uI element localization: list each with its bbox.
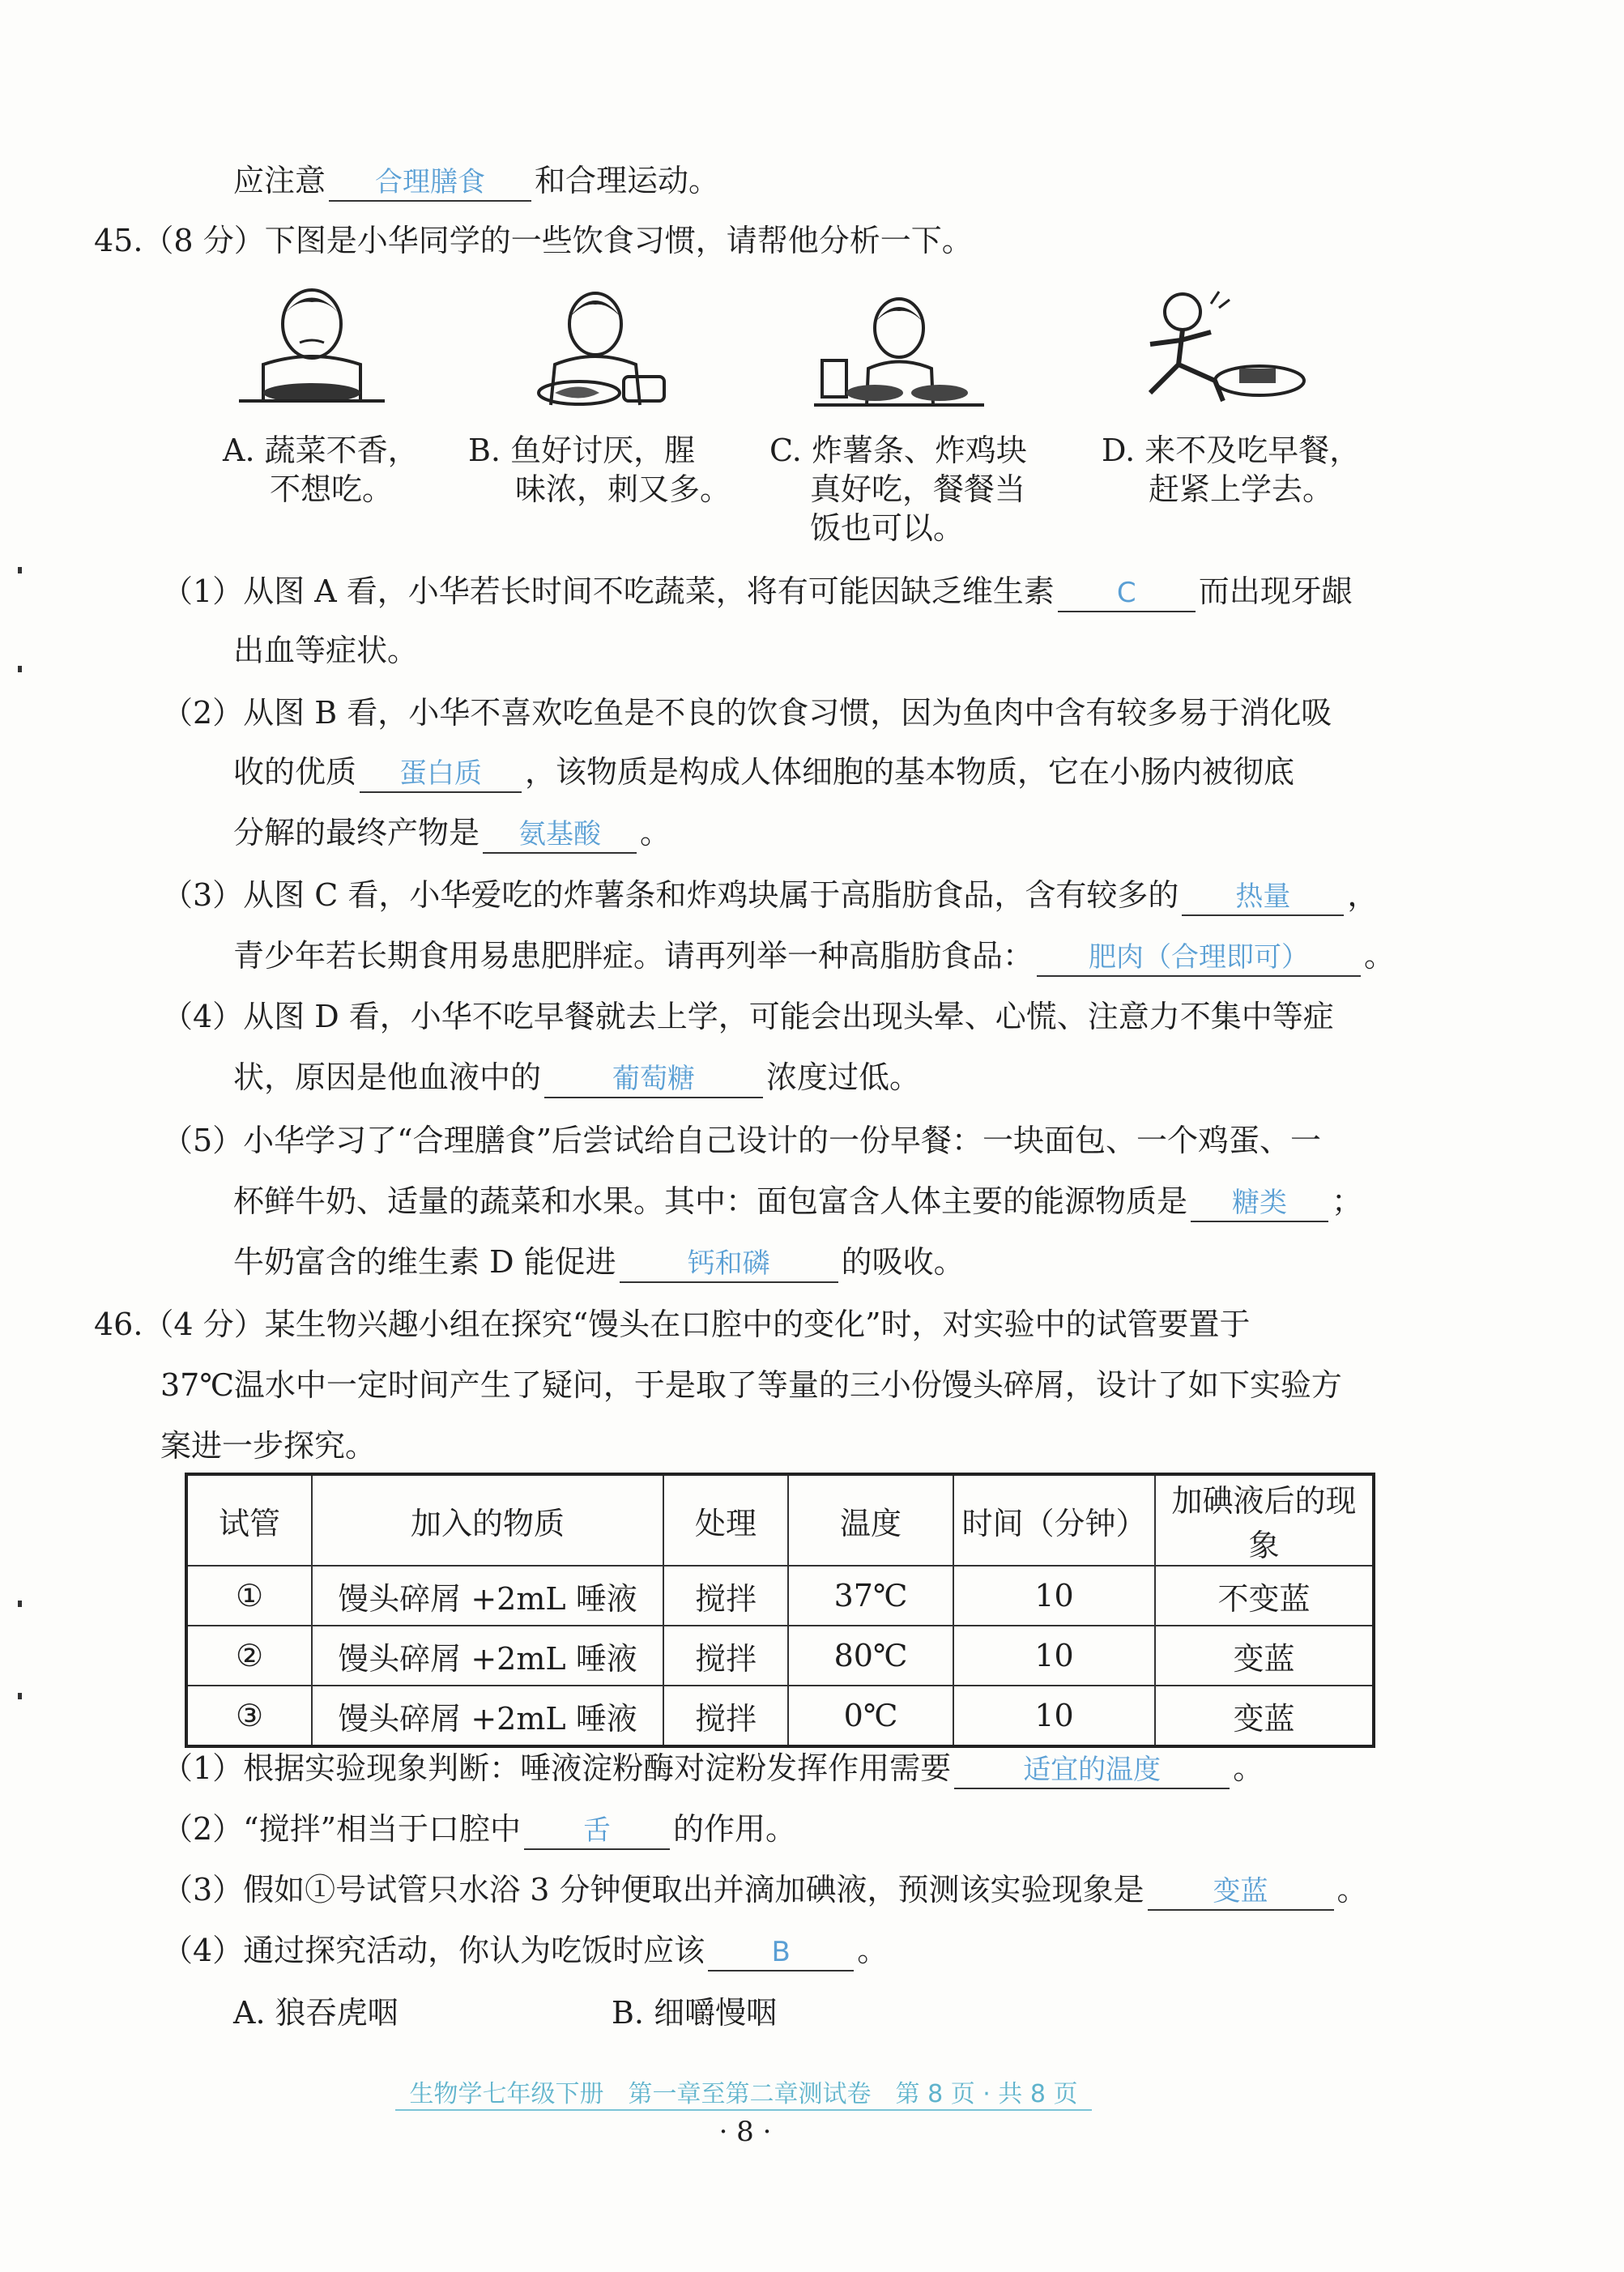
table-header: 处理	[663, 1474, 788, 1566]
answer-blank: B	[708, 1934, 854, 1971]
table-cell: 馒头碎屑 +2mL 唾液	[312, 1566, 663, 1626]
page-footer: 生物学七年级下册 第一章至第二章测试卷 第 8 页 · 共 8 页	[395, 2074, 1092, 2111]
table-cell: 0℃	[788, 1686, 953, 1746]
answer-blank: 舌	[524, 1813, 670, 1850]
table-cell: 10	[953, 1566, 1155, 1626]
question-46-line3: 案进一步探究。	[160, 1428, 377, 1464]
q46-option-a: A. 狼吞虎咽	[233, 1995, 399, 2031]
q45-part5-line2: 杯鲜牛奶、适量的蔬菜和水果。其中：面包富含人体主要的能源物质是 糖类 ；	[233, 1181, 1362, 1222]
table-row	[186, 1686, 1374, 1746]
answer-blank: 钙和磷	[620, 1246, 838, 1283]
answer-blank: 适宜的温度	[954, 1752, 1230, 1789]
q45-part2-line3: 分解的最终产物是 氨基酸 。	[233, 812, 671, 854]
caption-b: B. 鱼好讨厌，腥 味浓，刺又多。	[468, 433, 731, 507]
table-cell: ③	[186, 1686, 312, 1746]
table-cell: 馒头碎屑 +2mL 唾液	[312, 1686, 663, 1746]
q45-part3-line1: （3）从图 C 看，小华爱吃的炸薯条和炸鸡块属于高脂肪食品，含有较多的 热量 ，	[162, 875, 1378, 916]
margin-mark	[18, 1601, 22, 1607]
answer-blank: C	[1058, 575, 1196, 612]
table-cell: 搅拌	[663, 1626, 788, 1686]
q45-part5-line3: 牛奶富含的维生素 D 能促进 钙和磷 的吸收。	[233, 1242, 965, 1283]
table-cell: 变蓝	[1155, 1686, 1374, 1746]
q45-part1-line1: （1）从图 A 看，小华若长时间不吃蔬菜，将有可能因缺乏维生素 C 而出现牙龈	[162, 571, 1353, 612]
question-45-stem: 45.（8 分）下图是小华同学的一些饮食习惯，请帮他分析一下。	[94, 223, 973, 258]
q45-part5-line1: （5）小华学习了“合理膳食”后尝试给自己设计的一份早餐：一块面包、一个鸡蛋、一	[162, 1123, 1322, 1158]
answer-blank: 氨基酸	[483, 816, 637, 854]
margin-mark	[18, 666, 22, 672]
table-header: 加碘液后的现象	[1155, 1474, 1374, 1566]
answer-blank: 糖类	[1191, 1185, 1328, 1222]
q45-part2-line2: 收的优质 蛋白质 ，该物质是构成人体细胞的基本物质，它在小肠内被彻底	[233, 752, 1294, 793]
margin-mark	[18, 567, 22, 573]
table-cell: 80℃	[788, 1626, 953, 1686]
table-cell: ②	[186, 1626, 312, 1686]
table-cell: 37℃	[788, 1566, 953, 1626]
page-number: · 8 ·	[718, 2116, 772, 2148]
q46-option-b: B. 细嚼慢咽	[612, 1995, 778, 2031]
q46-part1: （1）根据实验现象判断：唾液淀粉酶对淀粉发挥作用需要 适宜的温度 。	[162, 1748, 1264, 1789]
answer-blank: 热量	[1182, 879, 1344, 916]
continuation-line: 应注意 合理膳食 和合理运动。	[233, 160, 719, 202]
answer-blank: 合理膳食	[329, 164, 531, 202]
table-cell: ①	[186, 1566, 312, 1626]
table-cell: 搅拌	[663, 1566, 788, 1626]
answer-blank: 变蓝	[1148, 1873, 1334, 1911]
table-header: 试管	[186, 1474, 312, 1566]
q45-part1-line2: 出血等症状。	[233, 633, 419, 668]
caption-d: D. 来不及吃早餐， 赶紧上学去。	[1102, 433, 1361, 507]
table-cell: 搅拌	[663, 1686, 788, 1746]
q45-part4-line1: （4）从图 D 看，小华不吃早餐就去上学，可能会出现头晕、心慌、注意力不集中等症	[162, 999, 1334, 1034]
q45-part4-line2: 状，原因是他血液中的 葡萄糖 浓度过低。	[233, 1057, 920, 1098]
answer-blank: 肥肉（合理即可）	[1037, 940, 1361, 977]
question-46-line1: 46.（4 分）某生物兴趣小组在探究“馒头在口腔中的变化”时，对实验中的试管要置于	[94, 1307, 1251, 1342]
caption-c: C. 炸薯条、炸鸡块 真好吃，餐餐当 饭也可以。	[769, 433, 1027, 546]
table-cell: 10	[953, 1686, 1155, 1746]
experiment-table	[185, 1473, 1375, 1748]
table-row	[186, 1566, 1374, 1626]
illustration-c-boy-eating-fries	[810, 292, 988, 413]
question-46-line2: 37℃温水中一定时间产生了疑问，于是取了等量的三小份馒头碎屑，设计了如下实验方	[160, 1367, 1342, 1403]
illustration-b-boy-disliking-fish	[518, 283, 680, 413]
table-cell: 馒头碎屑 +2mL 唾液	[312, 1626, 663, 1686]
table-header: 时间（分钟）	[953, 1474, 1155, 1566]
table-cell: 变蓝	[1155, 1626, 1374, 1686]
table-row	[186, 1626, 1374, 1686]
answer-blank: 蛋白质	[360, 756, 522, 793]
margin-mark	[18, 1693, 22, 1699]
q45-part3-line2: 青少年若长期食用易患肥胖症。请再列举一种高脂肪食品： 肥肉（合理即可） 。	[233, 936, 1395, 977]
table-header: 温度	[788, 1474, 953, 1566]
table-header: 加入的物质	[312, 1474, 663, 1566]
q46-part4: （4）通过探究活动，你认为吃饭时应该 B 。	[162, 1930, 888, 1971]
table-cell: 不变蓝	[1155, 1566, 1374, 1626]
q46-part2: （2）“搅拌”相当于口腔中 舌 的作用。	[162, 1809, 796, 1850]
caption-a: A. 蔬菜不香， 不想吃。	[223, 433, 419, 507]
illustration-a-boy-not-eating-vegetables	[231, 279, 393, 409]
answer-blank: 葡萄糖	[544, 1061, 763, 1098]
table-cell: 10	[953, 1626, 1155, 1686]
q45-part2-line1: （2）从图 B 看，小华不喜欢吃鱼是不良的饮食习惯，因为鱼肉中含有较多易于消化吸	[162, 695, 1332, 731]
illustration-d-boy-running-to-school	[1102, 288, 1312, 409]
table-header-row	[186, 1474, 1374, 1566]
q46-part3: （3）假如①号试管只水浴 3 分钟便取出并滴加碘液，预测该实验现象是 变蓝 。	[162, 1869, 1368, 1911]
